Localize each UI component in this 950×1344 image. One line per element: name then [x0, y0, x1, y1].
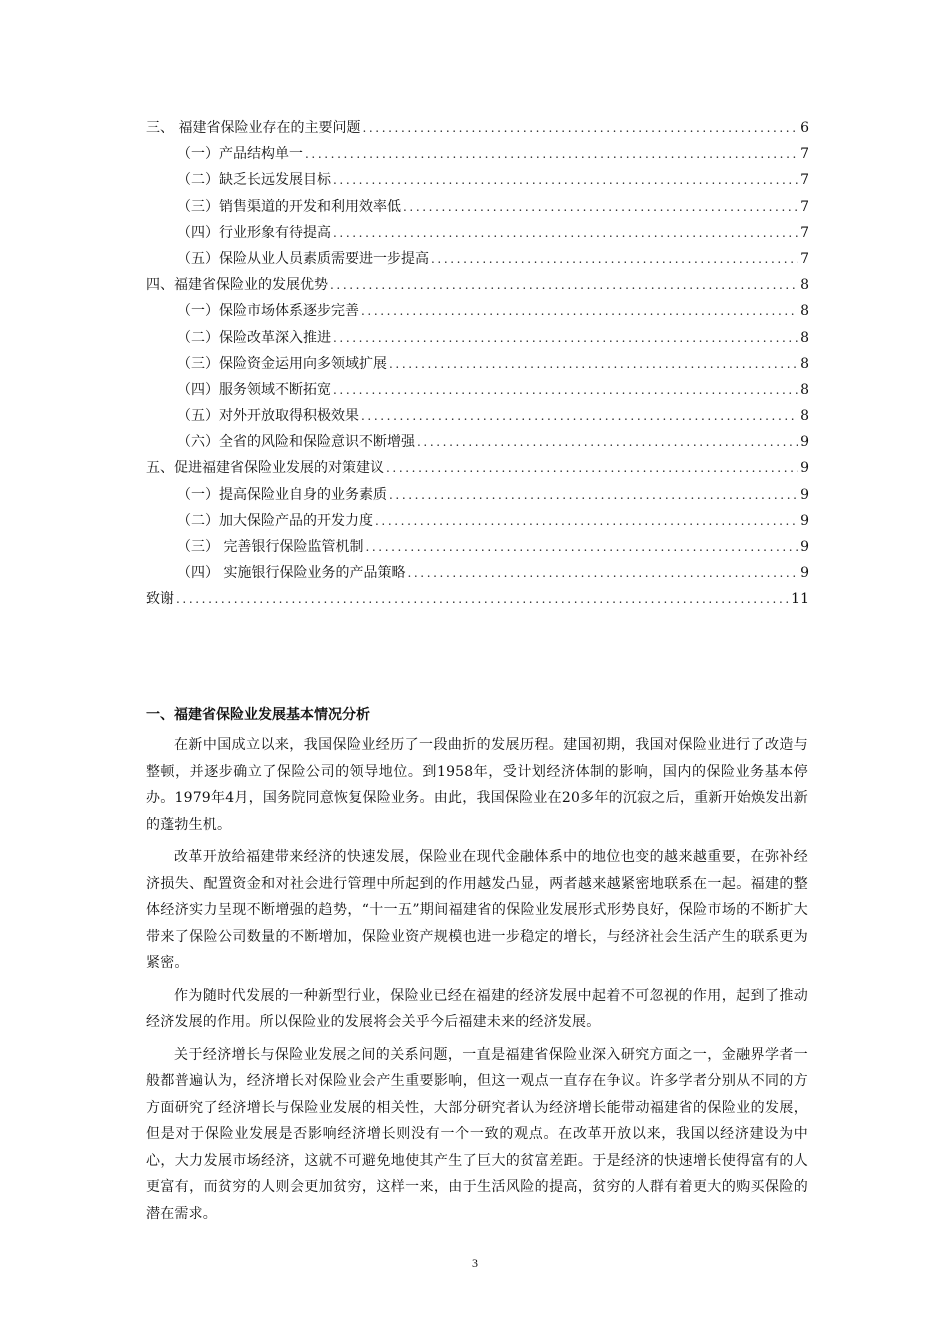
toc-dot-leader — [333, 167, 798, 193]
toc-dot-leader — [333, 220, 798, 246]
toc-entry-label: （四）服务领域不断拓宽 — [177, 381, 331, 398]
toc-entry[interactable] — [146, 167, 809, 193]
toc-entry-page: 7 — [800, 250, 809, 267]
toc-entry-label: 五、促进福建省保险业发展的对策建议 — [146, 460, 384, 477]
toc-entry[interactable] — [146, 403, 809, 429]
toc-entry-label: （五）对外开放取得积极效果 — [177, 408, 359, 425]
toc-dot-leader — [330, 272, 798, 298]
toc-entry-label: （一）保险市场体系逐步完善 — [177, 303, 359, 320]
toc-entry-page: 8 — [800, 408, 809, 425]
toc-entry-page: 8 — [800, 329, 809, 346]
toc-entry[interactable] — [146, 377, 809, 403]
toc-entry-page: 8 — [800, 277, 809, 294]
toc-entry[interactable] — [146, 508, 809, 534]
toc-entry-label: （三）销售渠道的开发和利用效率低 — [177, 198, 401, 215]
toc-entry-label: 三、 福建省保险业存在的主要问题 — [146, 120, 361, 136]
toc-dot-leader — [386, 455, 798, 481]
toc-entry[interactable] — [146, 586, 809, 612]
toc-dot-leader — [361, 298, 798, 324]
toc-entry[interactable] — [146, 534, 809, 560]
toc-entry[interactable] — [146, 325, 809, 351]
toc-entry[interactable] — [146, 298, 809, 324]
toc-dot-leader — [333, 377, 798, 403]
toc-dot-leader — [305, 141, 798, 167]
toc-dot-leader — [389, 351, 798, 377]
toc-entry-page: 8 — [800, 303, 809, 320]
toc-entry-label: （二）保险改革深入推进 — [177, 329, 331, 346]
toc-entry-page: 7 — [800, 198, 809, 215]
section-heading: 一、福建省保险业发展基本情况分析 — [146, 707, 370, 723]
toc-entry-label: （四）行业形象有待提高 — [177, 224, 331, 241]
toc-entry[interactable] — [146, 194, 809, 220]
toc-entry[interactable] — [146, 560, 809, 586]
table-of-contents — [146, 115, 809, 613]
toc-dot-leader — [361, 403, 798, 429]
toc-dot-leader — [389, 482, 798, 508]
toc-entry[interactable] — [146, 220, 809, 246]
toc-entry-label: （六）全省的风险和保险意识不断增强 — [177, 434, 415, 451]
toc-entry-page: 9 — [800, 539, 809, 555]
toc-entry-label: （五）保险从业人员素质需要进一步提高 — [177, 250, 429, 267]
toc-entry-label: （三）保险资金运用向多领域扩展 — [177, 355, 387, 372]
toc-entry[interactable] — [146, 482, 809, 508]
toc-entry[interactable] — [146, 246, 809, 272]
toc-entry[interactable] — [146, 455, 809, 481]
toc-entry-page: 7 — [800, 172, 809, 189]
toc-entry-page: 7 — [800, 146, 809, 163]
toc-entry[interactable] — [146, 429, 809, 455]
toc-entry-label: （二）缺乏长远发展目标 — [177, 172, 331, 189]
toc-dot-leader — [407, 560, 798, 586]
toc-dot-leader — [362, 115, 798, 141]
toc-dot-leader — [431, 246, 798, 272]
toc-entry-page: 9 — [800, 565, 809, 582]
toc-entry-page: 9 — [800, 460, 809, 477]
toc-dot-leader — [403, 194, 798, 220]
toc-entry-label: （一）产品结构单一 — [177, 146, 303, 163]
section-content — [146, 702, 808, 1233]
paragraph-1: 在新中国成立以来，我国保险业经历了一段曲折的发展历程。建国初期，我国对保险业进行了改造与整顿，并逐步确立了保险公司的领导地位。到1958年，受计划经济体制的影响，国内的保险业务基本停办。1979年4月，国务院同意恢复保险业务。由此，我国保险业在20多年的沉寂之后，重新开始焕发出新的蓬勃生机。 — [146, 737, 808, 833]
toc-entry-label: 四、福建省保险业的发展优势 — [146, 277, 328, 294]
toc-entry-label: （三） 完善银行保险监管机制 — [177, 539, 364, 555]
toc-entry-page: 8 — [800, 381, 809, 398]
toc-dot-leader — [176, 586, 789, 612]
toc-dot-leader — [365, 534, 798, 560]
toc-entry[interactable] — [146, 351, 809, 377]
toc-entry-page: 9 — [800, 486, 809, 503]
toc-dot-leader — [375, 508, 798, 534]
toc-entry-label: （一）提高保险业自身的业务素质 — [177, 486, 387, 503]
toc-dot-leader — [417, 429, 798, 455]
toc-entry-label: （二）加大保险产品的开发力度 — [177, 512, 373, 529]
toc-entry[interactable] — [146, 272, 809, 298]
toc-entry[interactable] — [146, 141, 809, 167]
toc-entry-label: （四） 实施银行保险业务的产品策略 — [177, 565, 406, 582]
toc-entry-label: 致谢 — [146, 591, 174, 608]
toc-entry-page: 6 — [800, 120, 809, 136]
toc-entry-page: 7 — [800, 224, 809, 241]
toc-entry-page: 11 — [791, 591, 809, 608]
toc-entry[interactable] — [146, 115, 809, 141]
toc-dot-leader — [333, 325, 798, 351]
page-number: 3 — [472, 1256, 478, 1270]
toc-entry-page: 9 — [800, 512, 809, 529]
toc-entry-page: 8 — [800, 355, 809, 372]
paragraph-2: 改革开放给福建带来经济的快速发展，保险业在现代金融体系中的地位也变的越来越重要，在弥补经济损失、配置资金和对社会进行管理中所起到的作用越发凸显，两者越来越紧密地联系在一起。福建的整体经济实力呈现不断增强的趋势，“十一五”期间福建省的保险业发展形式形势良好，保险市场的不断扩大带来了保险公司数量的不断增加，保险业资产规模也进一步稳定的增长，与经济社会生活产生的联系更为紧密。 — [146, 849, 808, 971]
paragraph-3: 作为随时代发展的一种新型行业，保险业已经在福建的经济发展中起着不可忽视的作用，起到了推动经济发展的作用。所以保险业的发展将会关乎今后福建未来的经济发展。 — [146, 987, 808, 1030]
paragraph-4: 关于经济增长与保险业发展之间的关系问题，一直是福建省保险业深入研究方面之一，金融界学者一般都普遍认为，经济增长对保险业会产生重要影响，但这一观点一直存在争议。许多学者分别从不同的方方面研究了经济增长与保险业发展的相关性，大部分研究者认为经济增长能带动福建省的保险业的发展，但是对于保险业发展是否影响经济增长则没有一个一致的观点。在改革开放以来，我国以经济建设为中心，大力发展市场经济，这就不可避免地使其产生了巨大的贫富差距。于是经济的快速增长使得富有的人更富有，而贫穷的人则会更加贫穷，这样一来，由于生活风险的提高，贫穷的人群有着更大的购买保险的潜在需求。 — [146, 1046, 808, 1222]
toc-entry-page: 9 — [800, 434, 809, 451]
